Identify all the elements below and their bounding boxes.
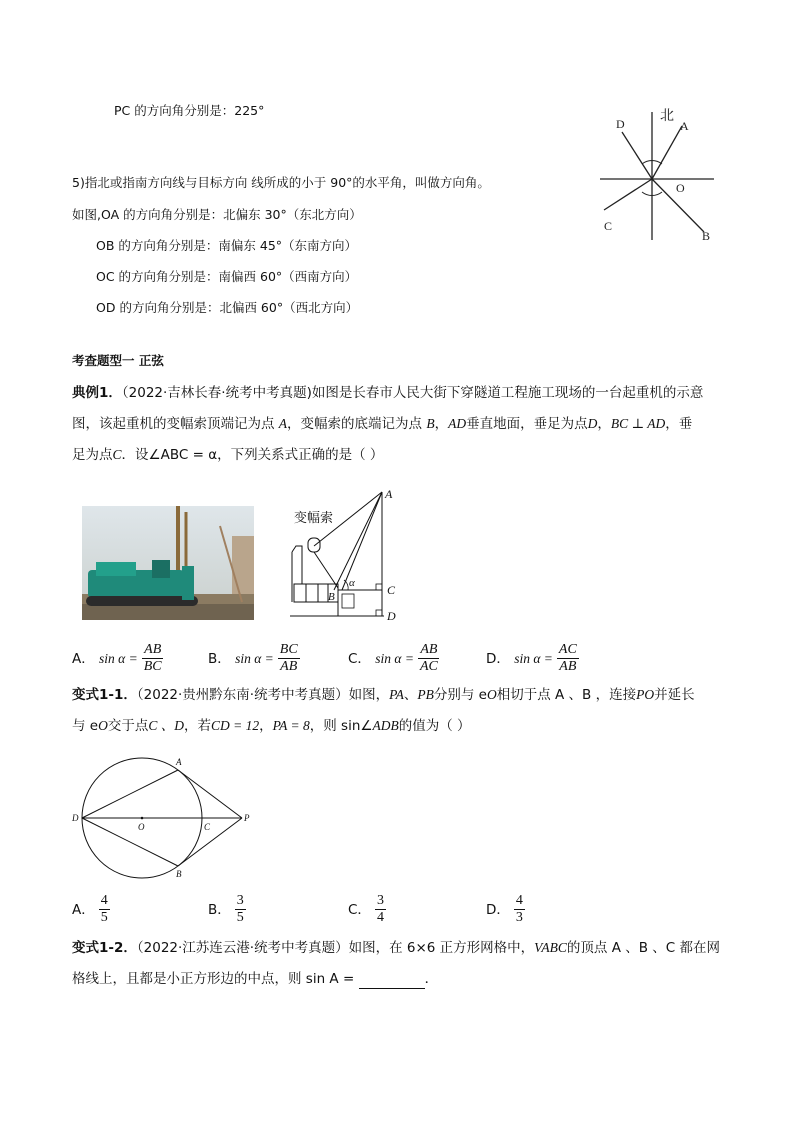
example1-line2: 图，该起重机的变幅索顶端记为点 A，变幅索的底端记为点 B，AD垂直地面，垂足为点D，BC ⊥ AD，垂 [72, 416, 693, 432]
option-fraction [375, 893, 386, 926]
point-c-label: C [604, 219, 613, 233]
variant11-text2d: ， [259, 718, 273, 734]
option-expr: sin α = [235, 650, 274, 666]
fraction-denominator: AC [419, 659, 438, 674]
example1-line1 [72, 383, 703, 403]
circle-o-symbol: O [486, 687, 497, 702]
variant12-line1 [72, 938, 720, 958]
variant11-text1c: 相切于点 A 、B ，连接 [496, 687, 637, 703]
circle-point-o: O [138, 822, 145, 832]
crane-photo [82, 506, 254, 620]
triangle-abc-symbol: VABC [534, 940, 567, 955]
variant12-text2b: ． [424, 971, 439, 987]
option-letter: D． [486, 650, 510, 667]
example1-tag: 典例1． [72, 385, 122, 401]
direction-angle-definition: 5)指北或指南方向线与目标方向 线所成的小于 90°的水平角，叫做方向角。 [72, 175, 490, 190]
po-symbol: PO [636, 687, 655, 702]
angle-adb-symbol: ADB [372, 718, 399, 733]
point-b-label: B [702, 229, 711, 242]
example1-option-b[interactable] [208, 642, 300, 675]
north-label: 北 [660, 109, 674, 124]
variant11-option-c[interactable] [348, 893, 386, 926]
variant11-text2f: 的值为（ ） [398, 718, 471, 734]
circle-point-c: C [204, 822, 211, 832]
fraction-denominator: 5 [236, 910, 244, 925]
option-fraction [514, 893, 525, 926]
point-c-symbol: C [112, 447, 122, 462]
variant12-text1b: 的顶点 A 、B 、C 都在网 [566, 940, 720, 956]
variant11-text2c: ，若 [184, 718, 211, 734]
pa-symbol: PA [389, 687, 404, 702]
option-fraction [278, 642, 300, 675]
fraction-denominator: 3 [515, 910, 523, 925]
answer-blank[interactable] [359, 974, 425, 989]
variant11-option-b[interactable] [208, 893, 246, 926]
variant11-text2e: ，则 sin∠ [309, 718, 373, 734]
separator: 、 [403, 687, 418, 703]
option-letter: A． [72, 901, 95, 918]
example1-text3b: ．设∠ABC = α，下列关系式正确的是（ ） [121, 447, 384, 463]
option-fraction [99, 893, 110, 926]
diagram-point-a: A [385, 487, 393, 501]
fraction-numerator: 3 [376, 893, 384, 908]
od-direction-line: OD 的方向角分别是：北偏西 60°（西北方向） [96, 300, 359, 315]
option-letter: C． [348, 650, 371, 667]
crane-diagram [284, 486, 406, 622]
fraction-numerator: AB [420, 642, 438, 657]
circle-point-d: D [72, 813, 79, 823]
fraction-numerator: 3 [236, 893, 244, 908]
variant11-text1d: 并延长 [654, 687, 695, 703]
point-d-label: D [616, 117, 625, 131]
diagram-alpha: α [349, 577, 355, 589]
fraction-denominator: 5 [100, 910, 108, 925]
option-expr: sin α = [99, 650, 138, 666]
option-letter: B． [208, 901, 231, 918]
option-expr: sin α = [514, 650, 553, 666]
option-letter: C． [348, 901, 371, 918]
example1-line3 [72, 445, 383, 465]
point-a-label: A [680, 119, 689, 133]
example1-text3a: 足为点 [72, 447, 113, 463]
point-o-label: O [676, 181, 685, 195]
variant11-text2b: 交于点 [107, 718, 149, 734]
example1-text2e: ，垂 [665, 416, 693, 432]
variant12-line2 [72, 969, 438, 989]
variant11-option-d[interactable] [486, 893, 525, 926]
variant11-text1b: 分别与 e [433, 687, 487, 703]
circle-point-b: B [176, 869, 182, 879]
example1-text1: （2022·吉林长春·统考中考真题)如图是长春市人民大街下穿隧道工程施工现场的一台起重机的示意 [121, 385, 704, 401]
option-fraction [142, 642, 164, 675]
option-fraction [557, 642, 579, 675]
example1-option-a[interactable] [72, 642, 164, 675]
diagram-point-d: D [387, 609, 396, 622]
variant11-text2a: 与 e [72, 718, 99, 734]
variant11-line2 [72, 716, 471, 736]
fraction-numerator: 4 [515, 893, 523, 908]
diagram-point-c: C [387, 583, 396, 597]
compass-direction-figure [596, 102, 720, 242]
points-cd-symbol: C 、D [148, 718, 184, 733]
fraction-numerator: AC [558, 642, 577, 657]
example1-option-d[interactable] [486, 642, 579, 675]
variant12-text1a: （2022·江苏连云港·统考中考真题）如图，在 6×6 正方形网格中， [136, 940, 535, 956]
fraction-numerator: BC [279, 642, 298, 657]
oa-direction-line: 如图,OA 的方向角分别是：北偏东 30°（东北方向） [72, 207, 362, 222]
fraction-numerator: AB [144, 642, 162, 657]
circle-point-a: A [176, 757, 182, 767]
point-d-symbol: D [587, 416, 598, 431]
variant12-text2a: 格线上，且都是小正方形边的中点，则 sin A = [72, 971, 355, 987]
option-fraction [418, 642, 440, 675]
bc-perp-ad: BC ⊥ AD [610, 416, 666, 431]
fraction-denominator: 4 [376, 910, 384, 925]
variant12-tag: 变式1-2． [72, 940, 137, 956]
fraction-denominator: AB [559, 659, 577, 674]
variant11-line1 [72, 685, 695, 705]
circle-o-symbol: O [98, 718, 108, 733]
fraction-numerator: 4 [100, 893, 108, 908]
luffing-rope-label: 变幅索 [294, 510, 334, 525]
variant11-tag: 变式1-1． [72, 687, 137, 703]
pc-direction-line: PC 的方向角分别是：225° [114, 103, 265, 118]
example1-option-c[interactable] [348, 642, 440, 675]
section-title: 考查题型一 正弦 [72, 353, 164, 368]
point-a-symbol: A [278, 416, 288, 431]
variant11-option-a[interactable] [72, 893, 110, 926]
example1-text2b: ，变幅索的底端记为点 [287, 416, 423, 432]
fraction-denominator: BC [143, 659, 162, 674]
option-fraction [235, 893, 246, 926]
circle-point-p: P [244, 813, 250, 823]
diagram-point-b: B [328, 591, 335, 603]
example1-text2a: 图，该起重机的变幅索顶端记为点 [72, 416, 275, 432]
oc-direction-line: OC 的方向角分别是：南偏西 60°（西南方向） [96, 269, 358, 284]
example1-text2c: 垂直地面，垂足为点 [466, 416, 588, 432]
example1-text2d: ， [597, 416, 611, 432]
option-letter: A． [72, 650, 95, 667]
circle-tangent-figure [70, 756, 260, 882]
variant11-text1a: （2022·贵州黔东南·统考中考真题）如图， [136, 687, 390, 703]
point-b-symbol: B [426, 416, 435, 431]
option-letter: D． [486, 901, 510, 918]
option-expr: sin α = [375, 650, 414, 666]
ob-direction-line: OB 的方向角分别是：南偏东 45°（东南方向） [96, 238, 358, 253]
cd-equation: CD = 12 [211, 718, 260, 733]
pa-equation: PA = 8 [272, 718, 310, 733]
pb-symbol: PB [417, 687, 434, 702]
segment-ad-symbol: AD [448, 416, 467, 431]
option-letter: B． [208, 650, 231, 667]
fraction-denominator: AB [280, 659, 298, 674]
